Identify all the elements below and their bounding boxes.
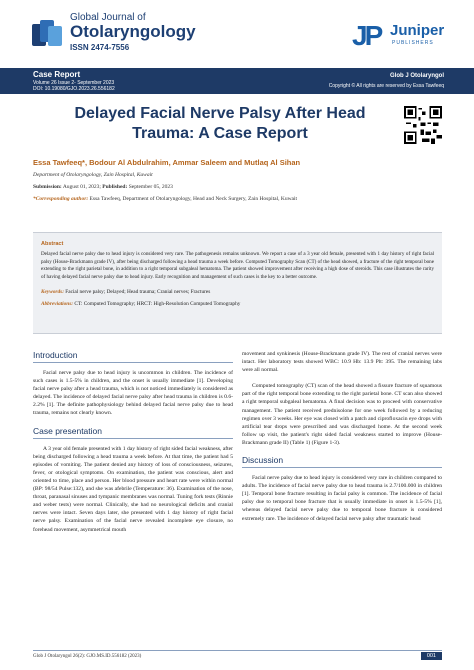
publisher-sub: PUBLISHERS <box>392 40 434 46</box>
keywords-label: Keywords: <box>41 289 64 296</box>
abstract-text: Delayed facial nerve palsy due to head injury is considered very rare. The pathogenesis remains unknown. We report a case of a 3 year old female, presented with 1 day history of right facial palsy (House-Brackmann grade IV), after being discharged following a head trauma a week before. Computed Tomography Scan (CT) of the head showed, a fracture of the right temporal bone extending to the right parietal bone, in addition to a right temporal subgaleal hematoma. The patient showed improvement after receiving a high dose of steroids. This case illustrates the rarity of having delayed facial nerve palsy due to head injury. Early recognition and management of such cases is the key to a better outcome. <box>41 251 434 280</box>
page-header <box>0 0 474 68</box>
page-footer <box>33 650 442 662</box>
keywords <box>41 289 434 295</box>
right-column <box>242 350 442 531</box>
published-label: Published: <box>102 184 128 190</box>
publisher-mark-icon: JP <box>352 20 381 51</box>
submission-label: Submission: <box>33 184 62 190</box>
abbreviations <box>41 301 434 307</box>
keywords-text: Facial nerve palsy; Delayed; Head trauma; Cranial nerves; Fractures <box>65 289 211 296</box>
volume-issue: Volume 26 Issue 2- September 2023 <box>33 80 115 86</box>
section-heading-case: Case presentation <box>33 426 233 439</box>
doi-link[interactable]: DOI: 10.19080/GJO.2023.26.556182 <box>33 86 115 92</box>
page-number: 001 <box>421 652 442 660</box>
abbreviations-text: CT: Computed Tomography; HRCT: High-Resolution Computed Tomography <box>74 301 241 308</box>
affiliation: Department of Otolaryngology, Zain Hospital, Kuwait <box>33 172 153 178</box>
case-continued-paragraph: movement and synkinesis (House-Brackmann grade IV). The rest of cranial nerves were intact. Her laboratory tests showed WBC: 10.9 Hb: 13.9 Plt: 395. The remaining labs were all normal. <box>242 351 442 374</box>
case-paragraph: A 3 year old female presented with 1 day history of right sided facial weakness, after being discharged following a head trauma a week before. At that time, the patient had 5 episodes of vomiting. The patient denied any history of loss of consciousness, seizures, fever, or otological symptoms. On examination, the patient was conscious, alert and oriented to time, place and person. Her blood pressure and heart rate were within normal (BP: 98/54 Pulse:132), and she was afebrile (Temperature: 36). Examination of the nose, throat, paranasal sinuses and tympanic membranes was normal. Tuning fork tests (Rinnie and weber tests) were normal. Clinically, she had no neurological deficits and cranial nerves were intact. Seven days later, she presented with 1 day history of right facial nerve palsy. Examination of the facial nerve revealed incomplete eye closure, no forehead movement, asymmetrical mouth <box>33 445 233 533</box>
corresponding-text: Essa Tawfeeq, Department of Otolaryngology, Head and Neck Surgery, Zain Hospital, Kuwait <box>89 196 298 202</box>
publisher-name: Juniper <box>390 22 445 39</box>
article-type: Case Report <box>33 70 81 79</box>
journal-logo-icon <box>30 16 64 50</box>
journal-issn: ISSN 2474-7556 <box>70 43 130 52</box>
qr-code-icon <box>404 106 442 144</box>
journal-abbrev: Glob J Otolaryngol <box>389 73 444 79</box>
copyright: Copyright © All rights are reserved by Essa Tawfeeq <box>328 83 444 89</box>
published-date: September 05, 2023 <box>128 184 173 190</box>
journal-title-line2: Otolaryngology <box>70 22 196 41</box>
abstract-heading: Abstract <box>41 241 64 247</box>
ct-paragraph: Computed tomography (CT) scan of the head showed a fissure fracture of squamous part of the right temporal bone extending to the right parietal bone. CT scan also showed a right temporal subgaleal hematoma. A final decision was to proceed with conservative management. The patient received prednisolone for one week followed by a reducing regimen over 3 weeks. Her eye was closed with a patch and ciprofloxacin eye drops with artificial tear drops were prescribed and was discharged home. At the second week follow up visit, the patient's right sided facial weakness started to improve (House-Brackmann grade II) (Table 1) (Figure 1-3). <box>242 383 442 446</box>
author-list: Essa Tawfeeq*, Bodour Al Abdulrahim, Ammar Saleem and Mutlaq Al Sihan <box>33 158 301 167</box>
article-title: Delayed Facial Nerve Palsy After Head Trauma: A Case Report <box>74 105 366 142</box>
article-dates <box>33 184 173 190</box>
submission-date: August 01, 2023; <box>62 184 101 190</box>
corresponding-label: *Corresponding author: <box>33 196 89 202</box>
left-column <box>33 350 233 542</box>
journal-title <box>70 12 196 52</box>
abstract-box <box>33 232 442 334</box>
publisher-logo <box>352 20 462 52</box>
introduction-paragraph: Facial nerve palsy due to head injury is uncommon in children. The incidence of such cases is 1.5-5% in children, and the onset is usually immediate [1]. Developing facial nerve palsy after a head trauma, which is not noticed immediately is considered as delayed. The incidence of delayed facial nerve palsy after head trauma in children is 0.6-2.2% [1]. The definite pathophysiology behind delayed facial nerve palsy due to head trauma, remains not clearly known. <box>33 370 233 417</box>
abbreviations-label: Abbreviations: <box>41 301 74 308</box>
section-heading-discussion: Discussion <box>242 455 442 468</box>
section-heading-introduction: Introduction <box>33 350 233 363</box>
article-info-band <box>0 68 474 94</box>
journal-title-line1: Global Journal of <box>70 12 146 23</box>
discussion-paragraph: Facial nerve palsy due to head injury is considered very rare in children compared to adults. The incidence of facial nerve palsy due to head trauma is 2.7/100.000 in children [1]. Temporal bone fracture resulting in facial palsy is common. The incidence of facial palsy due to temporal bone fracture that is usually immediate in onset is 1.5-5% [1], whereas delayed facial nerve palsy due to temporal bone fracture is considered extremely rare. The incidence of delayed facial nerve palsy after traumatic head <box>242 475 442 522</box>
corresponding-author <box>33 196 297 202</box>
footer-citation: Glob J Otolaryngol 26(2): GJO.MS.ID.556182 (2023) <box>33 654 142 659</box>
